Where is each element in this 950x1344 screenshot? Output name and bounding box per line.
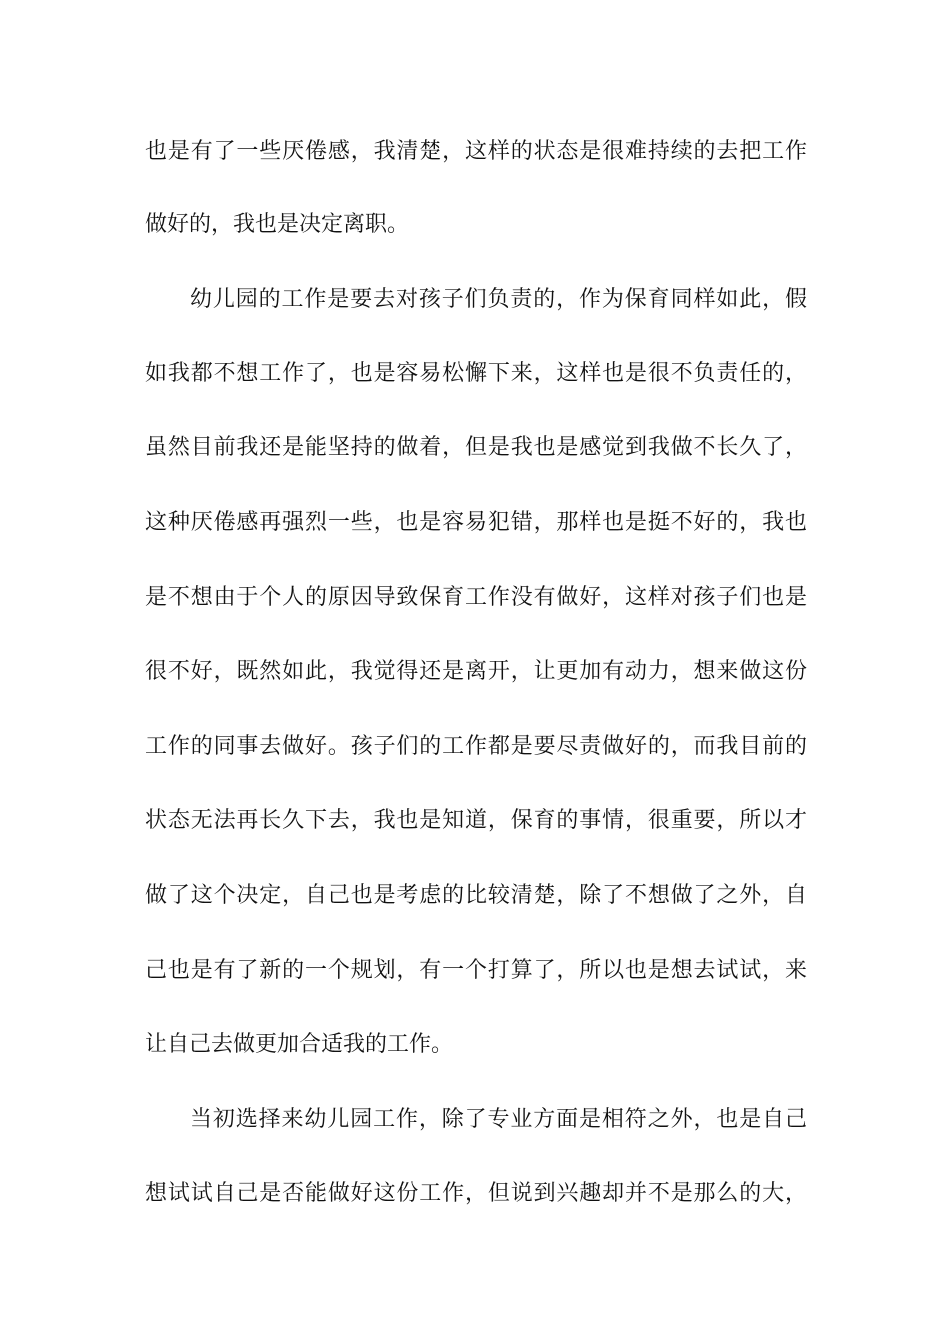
text-line: 让自己去做更加合适我的工作。 xyxy=(145,1032,454,1057)
text-line: 状态无法再长久下去，我也是知道，保育的事情，很重要，所以才 xyxy=(145,808,807,833)
text-line: 做了这个决定，自己也是考虑的比较清楚，除了不想做了之外，自 xyxy=(145,883,807,908)
text-line: 很不好，既然如此，我觉得还是离开，让更加有动力，想来做这份 xyxy=(145,659,807,684)
text-line: 这种厌倦感再强烈一些，也是容易犯错，那样也是挺不好的，我也 xyxy=(145,510,807,535)
text-line: 做好的，我也是决定离职。 xyxy=(145,212,410,237)
text-line: 是不想由于个人的原因导致保育工作没有做好，这样对孩子们也是 xyxy=(145,585,807,610)
paragraph-start-line: 幼儿园的工作是要去对孩子们负责的，作为保育同样如此，假 xyxy=(190,287,807,312)
paragraph-start-line: 当初选择来幼儿园工作，除了专业方面是相符之外，也是自己 xyxy=(190,1107,807,1132)
text-line: 虽然目前我还是能坚持的做着，但是我也是感觉到我做不长久了， xyxy=(145,435,807,460)
text-line: 工作的同事去做好。孩子们的工作都是要尽责做好的，而我目前的 xyxy=(145,734,807,759)
text-line: 如我都不想工作了，也是容易松懈下来，这样也是很不负责任的， xyxy=(145,361,807,386)
text-line: 想试试自己是否能做好这份工作，但说到兴趣却并不是那么的大， xyxy=(145,1181,807,1206)
text-line: 也是有了一些厌倦感，我清楚，这样的状态是很难持续的去把工作 xyxy=(145,139,807,164)
text-line: 己也是有了新的一个规划，有一个打算了，所以也是想去试试，来 xyxy=(145,958,807,983)
